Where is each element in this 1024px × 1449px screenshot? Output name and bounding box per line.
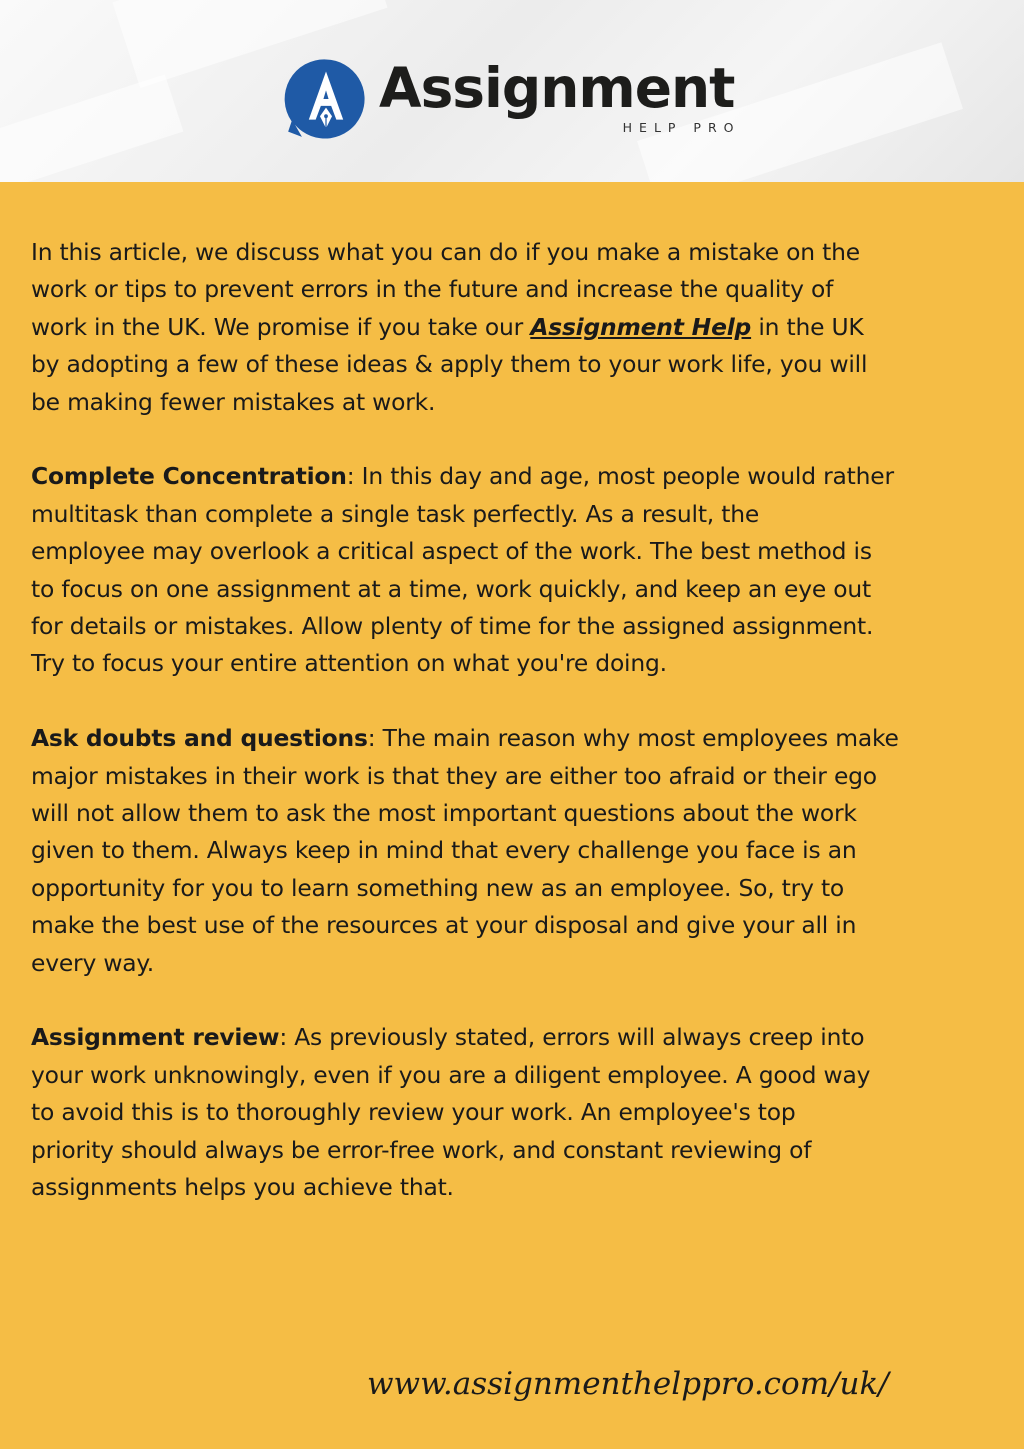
text-segment: in the UK [751,312,864,341]
text-line: be making fewer mistakes at work. [31,387,436,416]
section-heading: Complete Concentration [31,462,347,491]
text-line: work or tips to prevent errors in the future and increase the quality of [31,275,834,304]
text-line [31,720,1006,757]
website-url-link[interactable]: www.assignmenthelppro.com/uk/ [367,1366,889,1402]
intro-paragraph [31,234,1006,421]
section-complete-concentration [31,458,1006,682]
text-line [31,309,1006,346]
text-segment: : As previously stated, errors will always creep into [279,1023,865,1052]
text-line: Try to focus your entire attention on what you're doing. [31,649,667,678]
text-line: priority should always be error-free work, and constant reviewing of [31,1135,812,1164]
text-line: In this article, we discuss what you can do if you make a mistake on the [31,238,860,266]
brand-wordmark [379,56,741,135]
text-line: employee may overlook a critical aspect of the work. The best method is [31,537,872,566]
text-line: major mistakes in their work is that they are either too afraid or their ego [31,761,877,790]
section-heading: Ask doubts and questions [31,724,368,753]
text-line: multitask than complete a single task perfectly. As a result, the [31,499,760,528]
section-heading: Assignment review [31,1023,280,1052]
text-line: opportunity for you to learn something new as an employee. So, try to [31,873,845,902]
text-line: your work unknowingly, even if you are a diligent employee. A good way [31,1060,871,1089]
paper-texture [0,74,183,182]
article-body [31,234,1006,1244]
text-line [31,458,1006,495]
text-segment: : In this day and age, most people would rather [346,462,894,491]
text-line: assignments helps you achieve that. [31,1173,454,1202]
text-line: by adopting a few of these ideas & apply them to your work life, you will [31,350,868,379]
text-line: given to them. Always keep in mind that every challenge you face is an [31,836,857,865]
pen-nib-a-icon [283,56,369,142]
brand-tagline: HELP PRO [622,120,741,135]
text-segment: work in the UK. We promise if you take our [31,312,531,341]
text-line: to focus on one assignment at a time, work quickly, and keep an eye out [31,574,872,603]
text-line: will not allow them to ask the most important questions about the work [31,799,857,828]
brand-logo[interactable] [283,56,741,146]
text-line [31,1019,1006,1056]
text-line: for details or mistakes. Allow plenty of time for the assigned assignment. [31,612,874,641]
header-banner [0,0,1024,182]
brand-name: Assignment [379,56,735,120]
section-ask-doubts [31,720,1006,982]
section-assignment-review [31,1019,1006,1206]
text-line: every way. [31,948,154,977]
text-line: to avoid this is to thoroughly review your work. An employee's top [31,1098,796,1127]
text-line: make the best use of the resources at your disposal and give your all in [31,911,857,940]
text-segment: : The main reason why most employees make [367,724,899,753]
assignment-help-link[interactable]: Assignment Help [530,312,752,341]
